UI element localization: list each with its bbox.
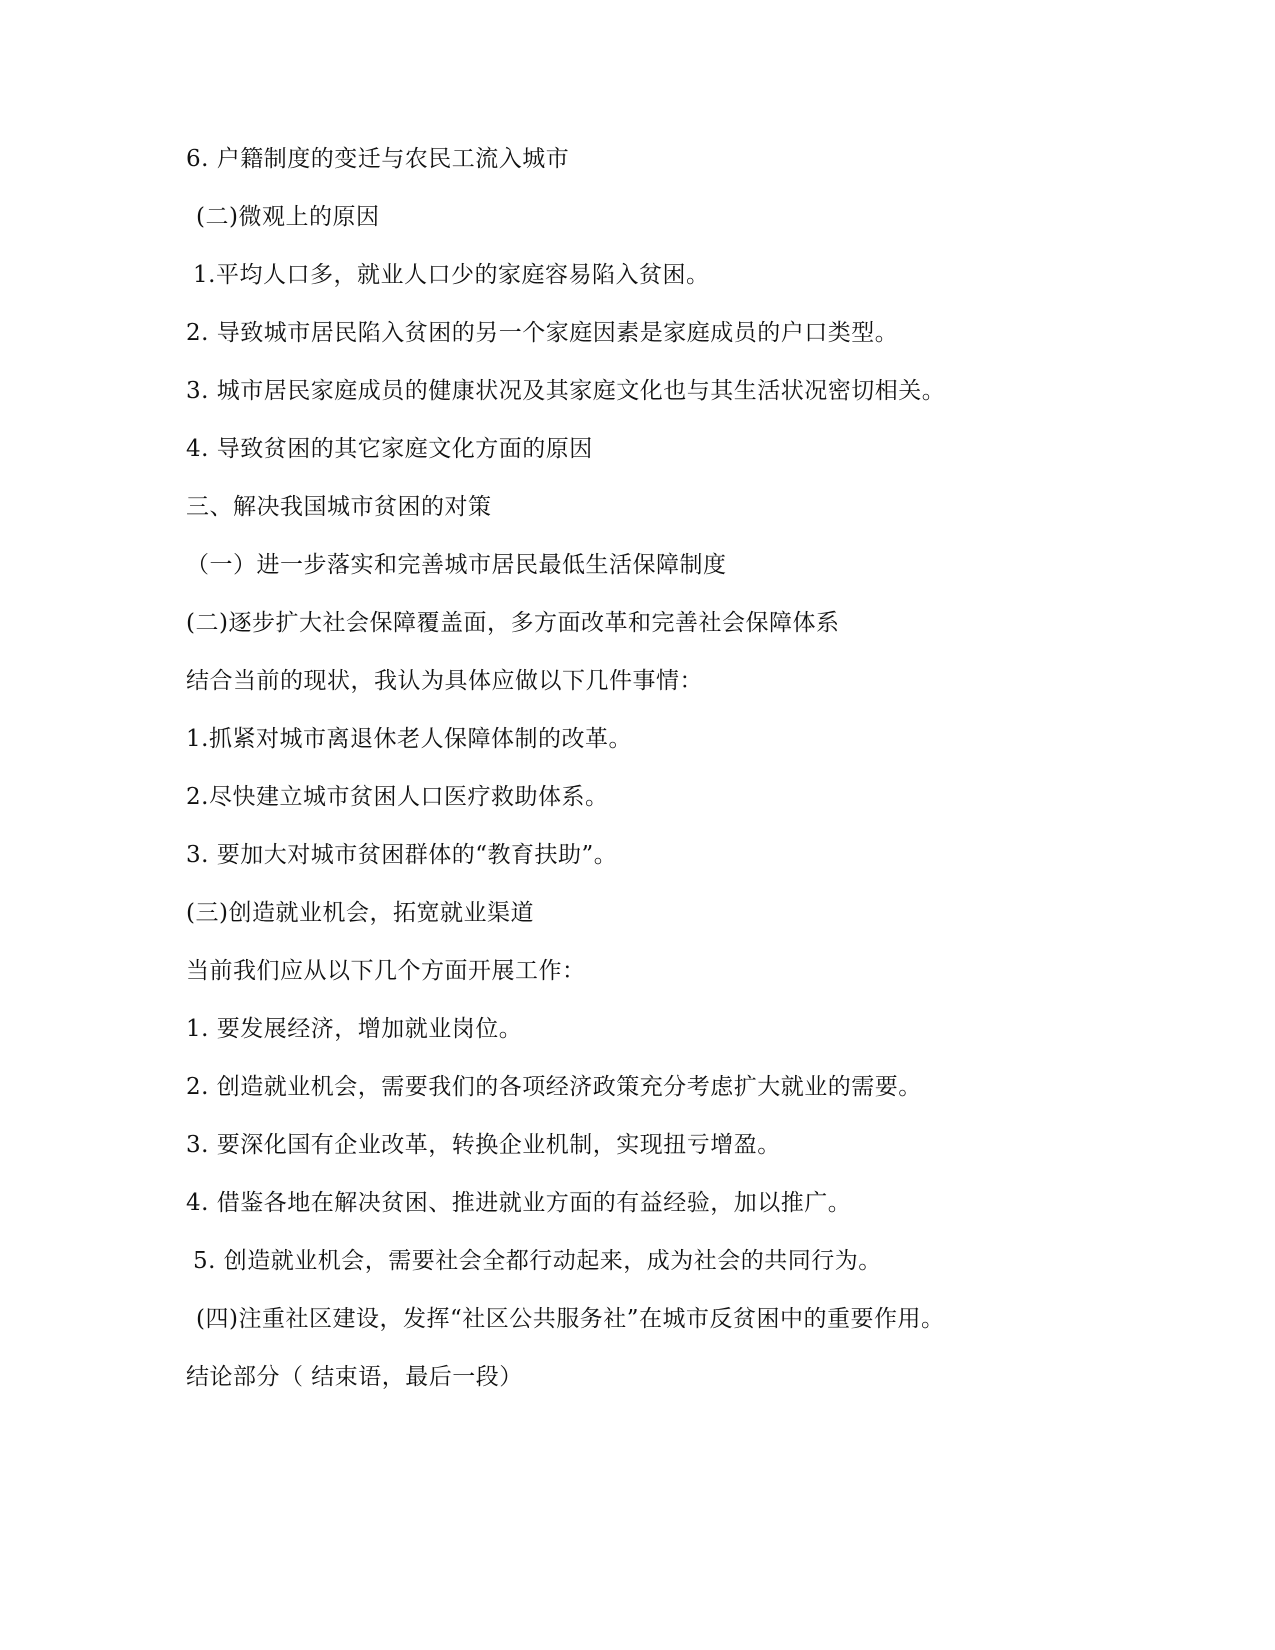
measure-3-item-1: 1. 要发展经济，增加就业岗位。 (186, 1016, 523, 1042)
measure-2-item-1: 1.抓紧对城市离退休老人保障体制的改革。 (186, 726, 632, 752)
measure-2-item-2: 2.尽快建立城市贫困人口医疗救助体系。 (186, 784, 609, 810)
measure-4-heading: (四)注重社区建设，发挥“社区公共服务社”在城市反贫困中的重要作用。 (196, 1306, 945, 1332)
measure-3-item-5: 5. 创造就业机会，需要社会全都行动起来，成为社会的共同行为。 (193, 1248, 882, 1274)
measure-3-item-2: 2. 创造就业机会，需要我们的各项经济政策充分考虑扩大就业的需要。 (186, 1074, 922, 1100)
measure-3-intro: 当前我们应从以下几个方面开展工作： (186, 958, 586, 984)
measure-3-item-4: 4. 借鉴各地在解决贫困、推进就业方面的有益经验，加以推广。 (186, 1190, 852, 1216)
item-6-household-registration: 6. 户籍制度的变迁与农民工流入城市 (186, 146, 570, 172)
conclusion-heading: 结论部分（ 结束语，最后一段） (186, 1364, 523, 1390)
subsection-micro-causes: (二)微观上的原因 (196, 204, 380, 230)
micro-cause-4: 4. 导致贫困的其它家庭文化方面的原因 (186, 436, 593, 462)
measure-3-heading: (三)创造就业机会，拓宽就业渠道 (186, 900, 534, 926)
measure-3-item-3: 3. 要深化国有企业改革，转换企业机制，实现扭亏增盈。 (186, 1132, 781, 1158)
measure-1-heading: （一）进一步落实和完善城市居民最低生活保障制度 (186, 552, 727, 578)
section-3-heading: 三、解决我国城市贫困的对策 (186, 494, 492, 520)
measure-2-intro: 结合当前的现状，我认为具体应做以下几件事情： (186, 668, 703, 694)
micro-cause-1: 1.平均人口多，就业人口少的家庭容易陷入贫困。 (193, 262, 710, 288)
micro-cause-2: 2. 导致城市居民陷入贫困的另一个家庭因素是家庭成员的户口类型。 (186, 320, 899, 346)
measure-2-item-3: 3. 要加大对城市贫困群体的“教育扶助”。 (186, 842, 618, 868)
micro-cause-3: 3. 城市居民家庭成员的健康状况及其家庭文化也与其生活状况密切相关。 (186, 378, 946, 404)
measure-2-heading: (二)逐步扩大社会保障覆盖面，多方面改革和完善社会保障体系 (186, 610, 840, 636)
